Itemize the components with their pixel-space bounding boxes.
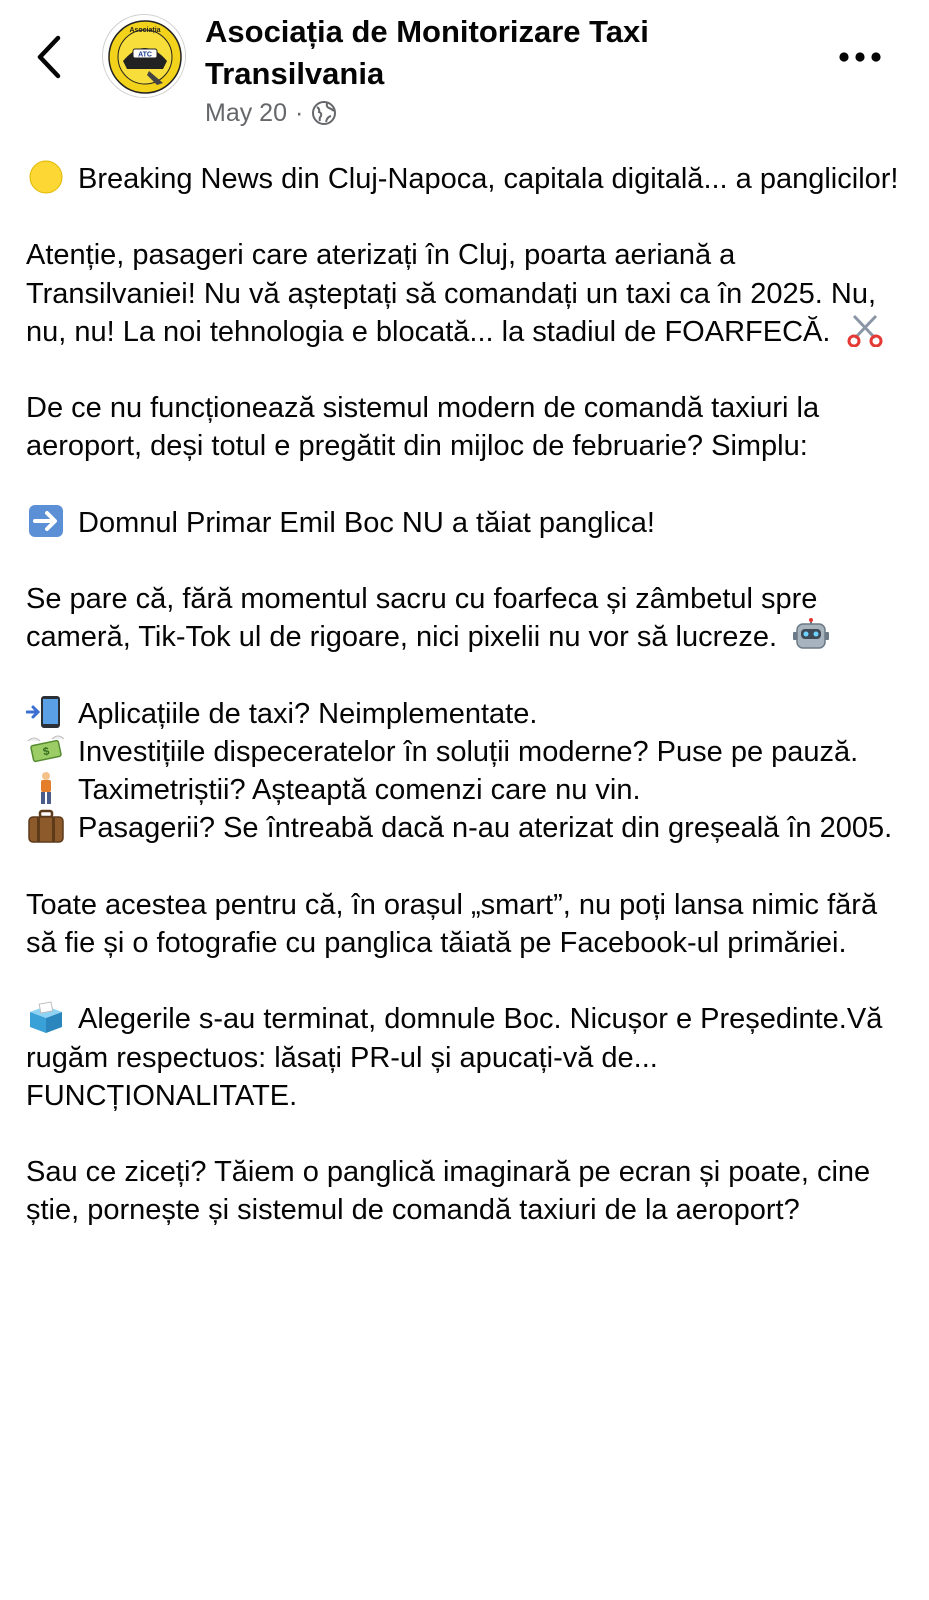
ballot-box-emoji bbox=[26, 1000, 66, 1034]
yellow-circle-emoji bbox=[26, 160, 66, 194]
meta-separator: · bbox=[294, 98, 304, 127]
post-date[interactable]: May 20 bbox=[205, 98, 287, 127]
svg-text:Asociația: Asociația bbox=[129, 27, 161, 34]
mobile-phone-arrow-emoji bbox=[26, 695, 66, 729]
list-item bbox=[26, 695, 906, 733]
page-name-link[interactable]: Asociația de Monitorizare Taxi Transilvania bbox=[205, 14, 649, 91]
more-horizontal-icon bbox=[838, 40, 882, 74]
post-paragraph bbox=[26, 504, 906, 542]
list-item-text: Investițiile dispeceratelor în soluții moderne? Puse pe pauză. bbox=[78, 735, 859, 768]
money-with-wings-emoji bbox=[26, 733, 66, 767]
person-standing-emoji bbox=[26, 771, 66, 805]
right-arrow-emoji bbox=[26, 504, 66, 538]
list-item bbox=[26, 809, 906, 847]
back-button[interactable] bbox=[30, 32, 70, 82]
post-meta bbox=[205, 96, 337, 130]
luggage-emoji bbox=[26, 809, 66, 843]
post-paragraph bbox=[26, 160, 906, 198]
svg-text:$: $ bbox=[41, 745, 51, 759]
post-paragraph bbox=[26, 1000, 906, 1115]
post-paragraph bbox=[26, 886, 906, 962]
list-item-text: Taximetriștii? Așteaptă comenzi care nu vin. bbox=[78, 774, 641, 807]
globe-icon[interactable] bbox=[311, 100, 337, 126]
list-item bbox=[26, 733, 906, 771]
post-paragraph-text: Sau ce ziceți? Tăiem o panglică imaginară pe ecran și poate, cine știe, pornește și sistemul de comandă taxiuri de la aeroport? bbox=[26, 1156, 871, 1227]
page-avatar[interactable] bbox=[102, 14, 186, 98]
post-paragraph-text: Se pare că, fără momentul sacru cu foarfeca și zâmbetul spre cameră, Tik-Tok ul de rigoare, nici pixelii nu vor să lucreze. bbox=[26, 583, 818, 654]
post-paragraph-text: Domnul Primar Emil Boc NU a tăiat panglica! bbox=[78, 506, 655, 539]
post-paragraph bbox=[26, 580, 906, 656]
post-paragraph-text: Toate acestea pentru că, în orașul „smart”, nu poți lansa nimic fără să fie și o fotografie cu panglica tăiată pe Facebook-ul primăriei. bbox=[26, 888, 878, 959]
post-paragraph bbox=[26, 236, 906, 351]
post-paragraph-text: Atenție, pasageri care aterizați în Cluj, poarta aeriană a Transilvaniei! Nu vă așteptați să comandați un taxi ca în 2025. Nu, nu, nu! La noi tehnologia e blocată... la stadiul de FOARFECĂ. bbox=[26, 239, 877, 348]
svg-text:ATC: ATC bbox=[138, 51, 152, 59]
post-paragraph bbox=[26, 389, 906, 465]
more-options-button[interactable] bbox=[838, 40, 882, 74]
post-header bbox=[0, 0, 929, 140]
chevron-left-icon bbox=[30, 32, 70, 82]
scissors-emoji bbox=[845, 313, 885, 347]
taxi-logo-image bbox=[103, 15, 186, 98]
post-paragraph-text: Breaking News din Cluj-Napoca, capitala digitală... a panglicilor! bbox=[78, 163, 899, 195]
robot-emoji bbox=[791, 618, 831, 652]
post-paragraph-text: De ce nu funcționează sistemul modern de comandă taxiuri la aeroport, deși totul e pregătit din mijloc de februarie? Simplu: bbox=[26, 392, 820, 463]
post-paragraph-text: Alegerile s-au terminat, domnule Boc. Nicușor e Președinte.Vă rugăm respectuos: lăsați PR-ul și apucați-vă de... FUNCȚIONALITATE. bbox=[26, 1003, 883, 1112]
post-text bbox=[26, 160, 906, 1268]
list-item-text: Pasagerii? Se întreabă dacă n-au aterizat din greșeală în 2005. bbox=[78, 812, 893, 845]
post-paragraph bbox=[26, 1153, 906, 1229]
list-item bbox=[26, 771, 906, 809]
list-item-text: Aplicațiile de taxi? Neimplementate. bbox=[78, 697, 538, 730]
